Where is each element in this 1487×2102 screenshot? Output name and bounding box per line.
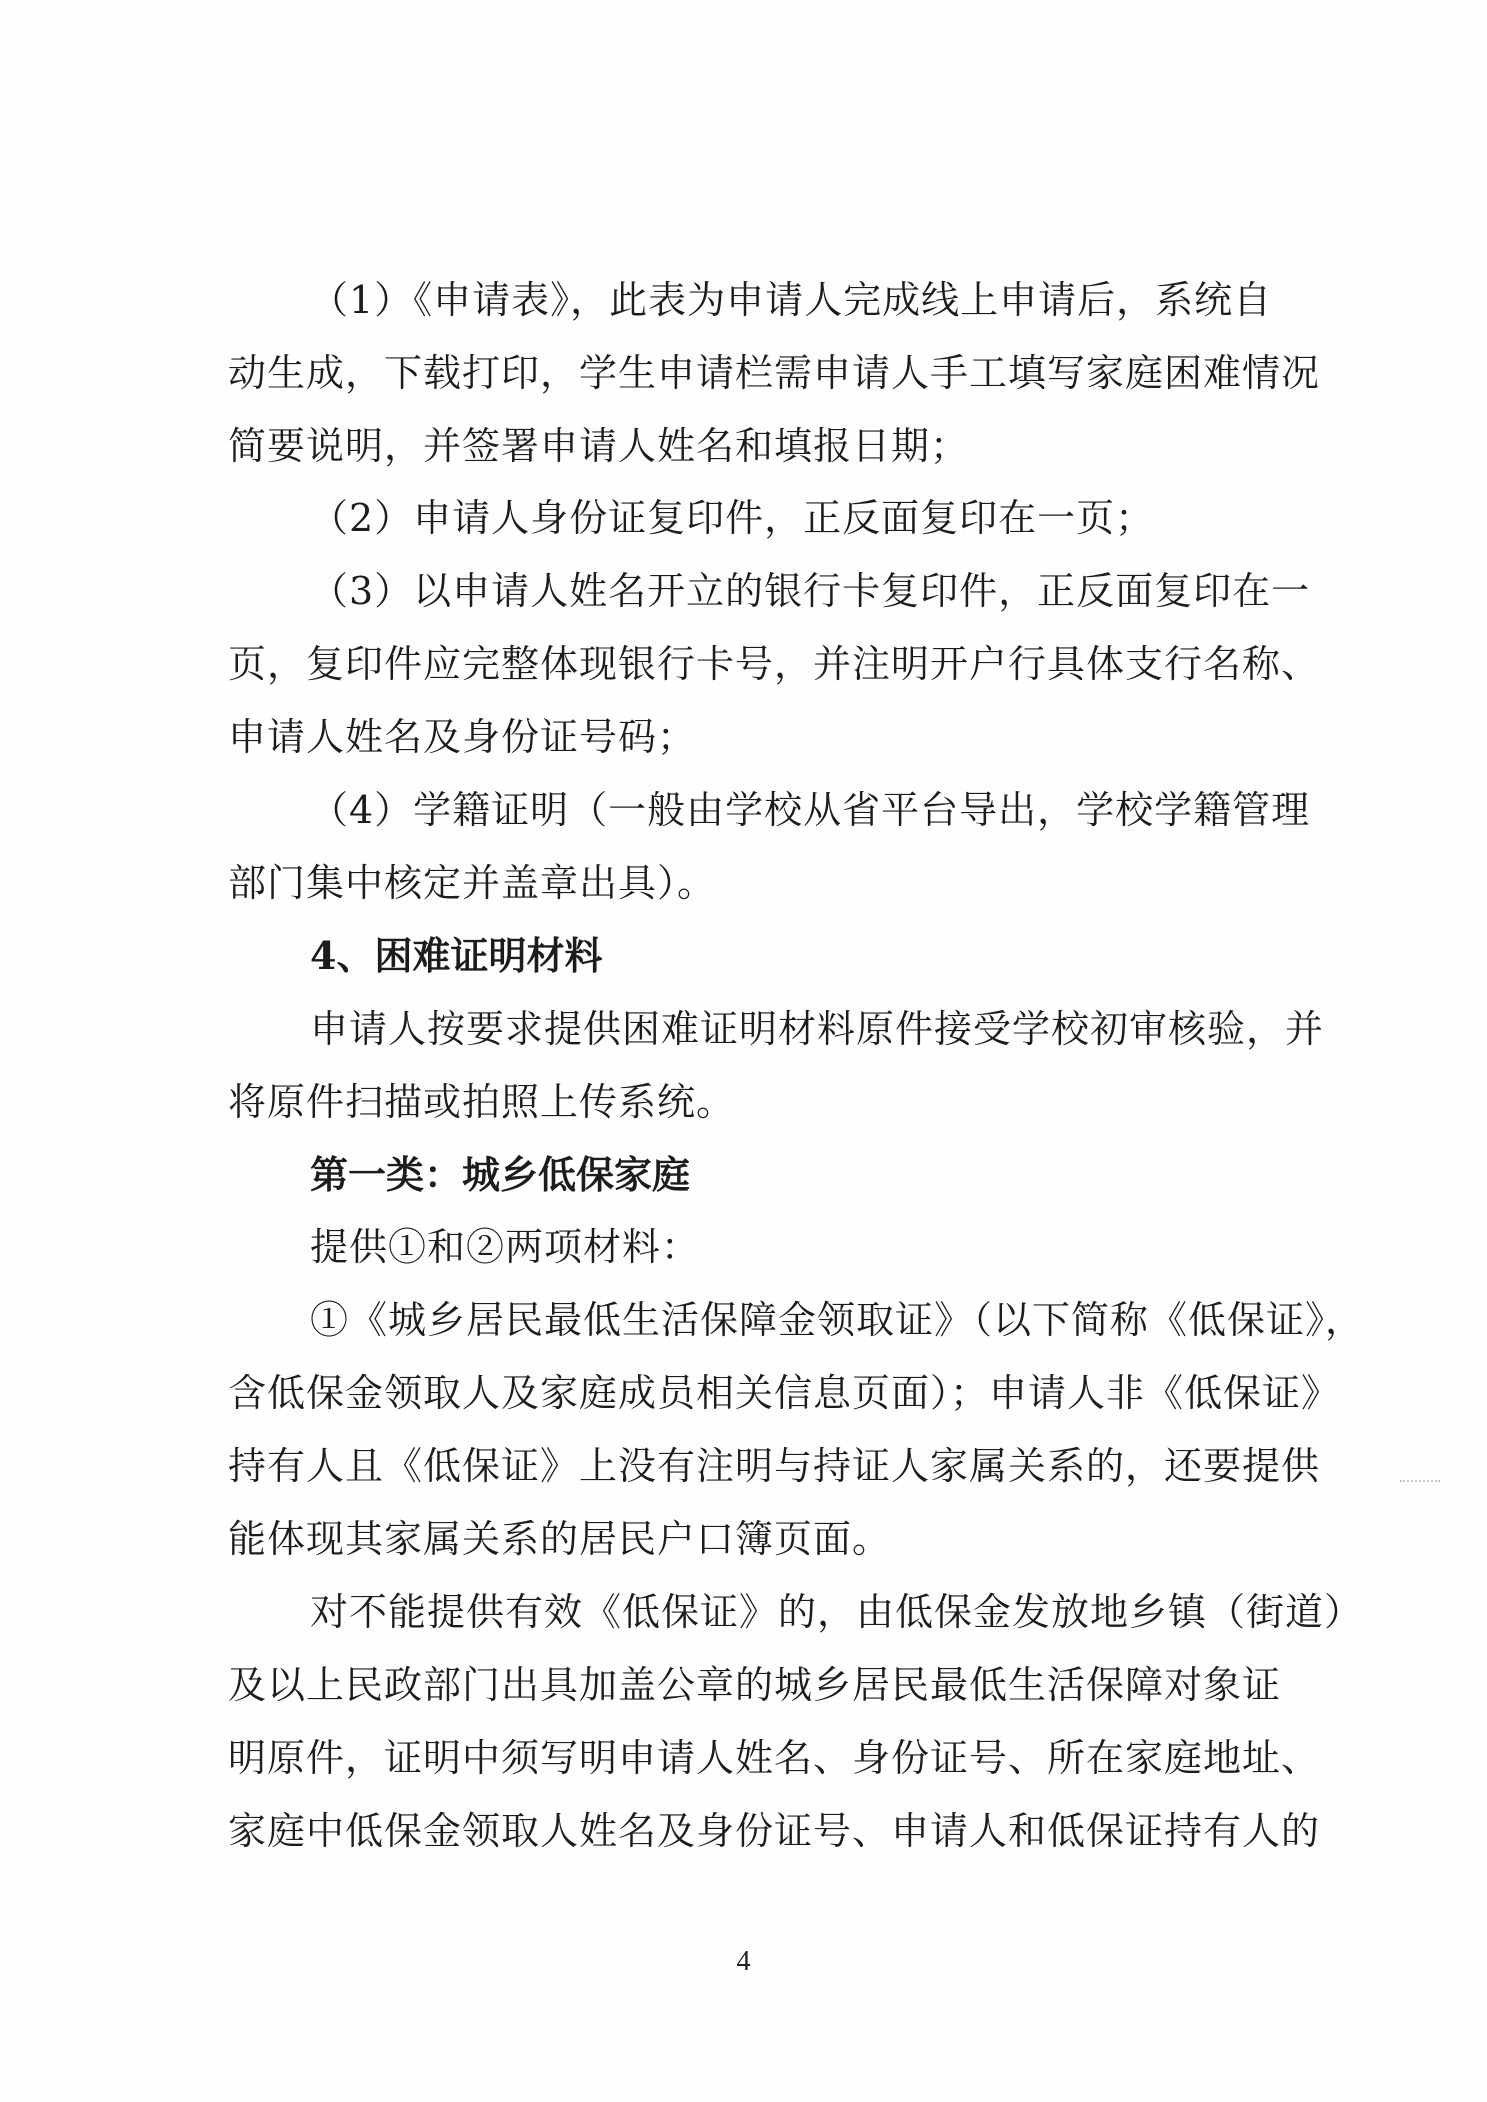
paragraph-line-17: 持有人且《低保证》上没有注明与持证人家属关系的，还要提供	[228, 1444, 1321, 1488]
paragraph-line-2: 动生成，下载打印，学生申请栏需申请人手工填写家庭困难情况	[228, 351, 1321, 395]
paragraph-line-21: 明原件，证明中须写明申请人姓名、身份证号、所在家庭地址、	[228, 1736, 1321, 1780]
section-heading: 4、困难证明材料	[310, 933, 603, 978]
paragraph-line-14: 提供①和②两项材料：	[310, 1225, 701, 1269]
scan-artifact	[1400, 1480, 1440, 1488]
paragraph-line-12: 将原件扫描或拍照上传系统。	[228, 1080, 736, 1124]
paragraph-line-19: 对不能提供有效《低保证》的，由低保金发放地乡镇（街道）	[310, 1590, 1364, 1634]
paragraph-line-6: 页，复印件应完整体现银行卡号，并注明开户行具体支行名称、	[228, 642, 1321, 686]
paragraph-line-8: （4）学籍证明（一般由学校从省平台导出，学校学籍管理	[310, 788, 1311, 832]
paragraph-line-5: （3）以申请人姓名开立的银行卡复印件，正反面复印在一	[310, 569, 1311, 613]
paragraph-line-16: 含低保金领取人及家庭成员相关信息页面）；申请人非《低保证》	[228, 1371, 1341, 1415]
paragraph-line-9: 部门集中核定并盖章出具）。	[228, 861, 717, 905]
paragraph-line-3: 简要说明，并签署申请人姓名和填报日期；	[228, 424, 970, 468]
paragraph-line-22: 家庭中低保金领取人姓名及身份证号、申请人和低保证持有人的	[228, 1809, 1321, 1853]
subsection-heading: 第一类：城乡低保家庭	[310, 1152, 691, 1197]
page-number: 4	[736, 1946, 751, 1977]
paragraph-line-11: 申请人按要求提供困难证明材料原件接受学校初审核验，并	[310, 1007, 1325, 1051]
paragraph-line-20: 及以上民政部门出具加盖公章的城乡居民最低生活保障对象证	[228, 1663, 1282, 1707]
paragraph-line-18: 能体现其家属关系的居民户口簿页面。	[228, 1517, 892, 1561]
paragraph-line-1: （1）《申请表》，此表为申请人完成线上申请后，系统自	[310, 278, 1273, 322]
paragraph-line-7: 申请人姓名及身份证号码；	[228, 715, 697, 759]
paragraph-line-4: （2）申请人身份证复印件，正反面复印在一页；	[310, 496, 1155, 540]
paragraph-line-15: ①《城乡居民最低生活保障金领取证》（以下简称《低保证》，	[310, 1298, 1365, 1342]
